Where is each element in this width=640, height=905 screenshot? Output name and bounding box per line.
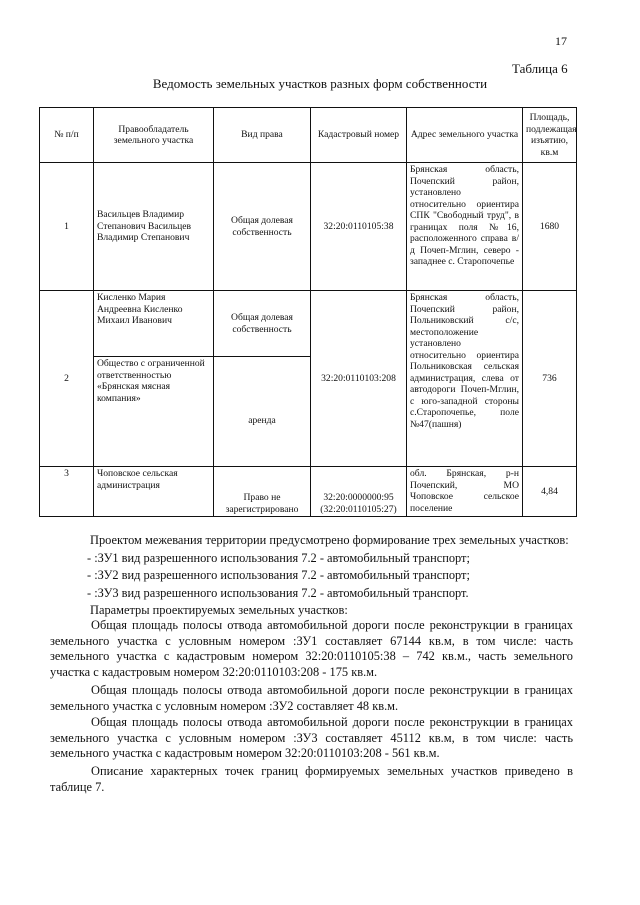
paragraph-zu1-text: Общая площадь полосы отвода автомобильной дороги после реконструкции в границах земельного участка с условным номером :ЗУ1 составляет 67144 кв.м, в том числе: часть земельного участка с кадастровым номером 32:20:0110105:38 – 742 кв.м., часть земельного участка с кадастровым номером 32:20:0110103:208 - 175 кв.м. — [50, 618, 573, 680]
row-cadastral: 32:20:0110103:208 — [311, 291, 407, 467]
row-right: Право не зарегистрировано — [214, 467, 311, 517]
table-title: Ведомость земельных участков разных форм собственности — [152, 76, 488, 91]
bullet-zu1: - :ЗУ1 вид разрешенного использования 7.2 - автомобильный транспорт; — [87, 551, 470, 565]
header-num: № п/п — [40, 108, 94, 163]
row-right: Общая долевая собственность — [214, 163, 311, 291]
row-area: 1680 — [523, 163, 577, 291]
bullet-zu2: - :ЗУ2 вид разрешенного использования 7.2 - автомобильный транспорт; — [87, 568, 470, 582]
paragraph-table7-ref — [50, 764, 573, 795]
row-area: 4,84 — [523, 467, 577, 517]
table-row — [40, 467, 577, 517]
row-cadastral: 32:20:0000000:95 (32:20:0110105:27) — [311, 467, 407, 517]
row-area: 736 — [523, 291, 577, 467]
header-owner: Правообладатель земельного участка — [94, 108, 214, 163]
bullet-zu3: - :ЗУ3 вид разрешенного использования 7.2 - автомобильный транспорт. — [87, 586, 469, 600]
paragraph-zu3 — [50, 715, 573, 762]
params-heading: Параметры проектируемых земельных участков: — [90, 603, 348, 617]
row-num: 2 — [40, 291, 94, 467]
header-right: Вид права — [214, 108, 311, 163]
row-owner: Васильцев Владимир Степанович Васильцев Владимир Степанович — [94, 163, 214, 291]
paragraph-table7-ref-text: Описание характерных точек границ формируемых земельных участков приведено в таблице 7. — [50, 764, 573, 794]
row-address: Брянская область, Почепский район, Польниковский с/с, местоположение установлено относительно ориентира Польниковская сельская администрация, слева от автодороги Почеп-Мглин, с юго-западной стороны с.Старопочепье, поле №47(пашня) — [407, 291, 523, 467]
row-owner: Чоповское сельская администрация — [94, 467, 214, 517]
land-plots-table — [39, 107, 577, 517]
paragraph-zu3-text: Общая площадь полосы отвода автомобильной дороги после реконструкции в границах земельного участка с условным номером :ЗУ3 составляет 45112 кв.м, в том числе: часть земельного участка с кадастровым номером 32:20:0110103:208 - 561 кв.м. — [50, 715, 573, 761]
row-num: 1 — [40, 163, 94, 291]
table-header-row — [40, 108, 577, 163]
table-row — [40, 291, 577, 357]
row-address: Брянская область, Почепский район, установлено относительно ориентира СПК "Свободный труд", в границах поля №16, расположенного справа в/д Почеп-Мглин, северо - западнее с. Старопочепье — [407, 163, 523, 291]
paragraph-zu1 — [50, 618, 573, 681]
header-area: Площадь, подлежащая изъятию, кв.м — [523, 108, 577, 163]
table-label: Таблица 6 — [512, 61, 568, 76]
row-owner: Кисленко Мария Андреевна Кисленко Михаил Иванович — [94, 291, 214, 357]
header-cadastral: Кадастровый номер — [311, 108, 407, 163]
page-number: 17 — [555, 34, 567, 48]
header-address: Адрес земельного участка — [407, 108, 523, 163]
intro-paragraph: Проектом межевания территории предусмотрено формирование трех земельных участков: — [90, 533, 569, 547]
table-row — [40, 163, 577, 291]
row-right: Общая долевая собственность — [214, 291, 311, 357]
row-address: обл. Брянская, р-н Почепский, МО Чоповское сельское поселение — [407, 467, 523, 517]
row-num: 3 — [40, 467, 94, 517]
row-cadastral: 32:20:0110105:38 — [311, 163, 407, 291]
paragraph-zu2-text: Общая площадь полосы отвода автомобильной дороги после реконструкции в границах земельного участка с условным номером :ЗУ2 составляет 48 кв.м. — [50, 683, 573, 713]
paragraph-zu2 — [50, 683, 573, 714]
row-owner: Общество с ограниченной ответственностью «Брянская мясная компания» — [94, 357, 214, 467]
row-right: аренда — [214, 357, 311, 467]
